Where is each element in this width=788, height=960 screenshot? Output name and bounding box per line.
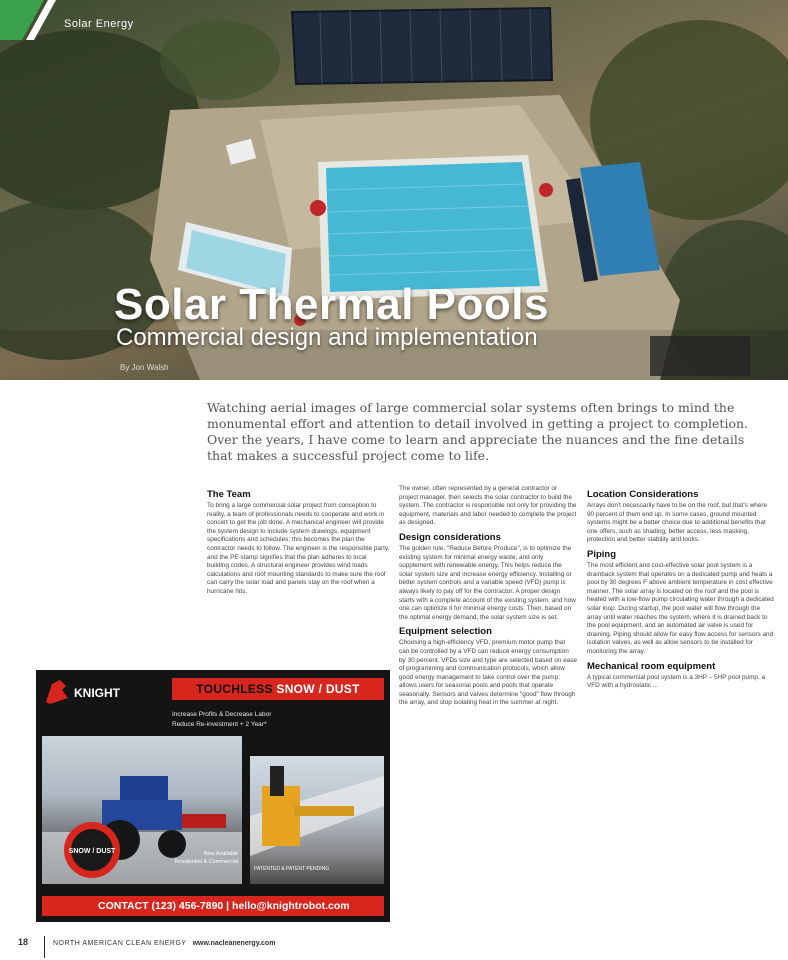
ad-banner-suffix: REMOVAL bbox=[247, 704, 309, 718]
advertisement[interactable] bbox=[36, 670, 390, 922]
article-column-3 bbox=[587, 485, 775, 695]
ad-badge-caption-1: Now Available bbox=[203, 851, 238, 857]
page-title: Solar Thermal Pools bbox=[114, 280, 549, 329]
ad-photo-robot bbox=[250, 756, 384, 884]
cleaning-robot-icon bbox=[250, 756, 384, 884]
paragraph-mechanical: A typical commercial pool system is a 3HP – 5HP pool pump, a VFD with a hydrostatic ... bbox=[587, 673, 766, 690]
badge-text: SNOW / DUST bbox=[68, 848, 116, 855]
paragraph-equipment: Choosing a high-efficiency VFD, premium motor pump that can be controlled by a VFD can reduce energy consumption by 30 percent. VFDs size and type are selected based on ease of programming and communication protocols, which allow good energy management to take control over the pump; allows users for seasonal pools and pools that operate seasonally. Sensors and valves determine "good" flow through the array, and stop isolating heat in the summer at night. bbox=[399, 639, 577, 707]
page-footer bbox=[18, 932, 778, 946]
intro-paragraph: Watching aerial images of large commercial solar systems often brings to mind the monumental effort and attention to detail involved in getting a project to completion. Over the years, I have come to learn and appreciate the nuances and the fine details that makes a successful project come to life. bbox=[207, 400, 748, 463]
heading-piping: Piping bbox=[587, 548, 617, 560]
article-column-1 bbox=[207, 485, 390, 601]
paragraph-location: Arrays don't necessarily have to be on the roof, but that's where 90 percent of them end up. In some cases, ground mounted systems might be a better choice due to additional benefits that one offers, such as shading, better access, less masking, protection and better stability and looks. bbox=[587, 502, 768, 544]
paragraph-owner: The owner, often represented by a general contractor or project manager, then selects the solar contractor to build the system. The contractor is responsible not only for providing the equipment, materials and labor needed to complete the project as designed. bbox=[399, 485, 577, 527]
ad-tagline bbox=[172, 710, 372, 730]
ad-tagline-line-1: Increase Profits & Decrease Labor bbox=[172, 711, 272, 718]
page-number: 18 bbox=[18, 936, 29, 947]
section-label: Solar Energy bbox=[64, 18, 134, 30]
logo-text: KNIGHT bbox=[74, 686, 120, 700]
magazine-name: NORTH AMERICAN CLEAN ENERGY bbox=[53, 939, 187, 947]
ad-badge-caption bbox=[134, 850, 238, 866]
heading-equipment: Equipment selection bbox=[399, 626, 492, 638]
ad-photo-caption: PATENTED & PATENT PENDING bbox=[254, 866, 330, 872]
hero-image bbox=[0, 0, 788, 380]
website-link[interactable]: www.nacleanenergy.com bbox=[192, 939, 276, 947]
heading-design: Design considerations bbox=[399, 531, 501, 543]
heading-team: The Team bbox=[207, 489, 251, 500]
paragraph-team: To bring a large commercial solar project from conception to reality, a team of professionals needs to cooperate and work in concert to get the job done. A mechanical engineer will provide the system design to include system drawings, equipment specifications and schedules; this becomes the plan the contractor needs to follow. The engineer is the responsible party, and the PE stamp signifies that the plan adheres to local building codes. A structural engineer provides wind loads calculations and roof mounting standards to make sure the roof can carry the solar load and panels stay on the roof when a hurricane hits. bbox=[207, 502, 390, 595]
paragraph-piping: The most efficient and cost-effective solar pool system is a drainback system that operates on a dedicated pump and heats a pool by 30 degrees F above ambient temperature in cost effective manner. The solar array is located on the roof and the pool is heated with a low-flow pump circulating water through a dedicated solar loop. During startup, the pool water will flow through the array until water reaches the system, where it is drained back to the pool equipment, and an automated air valve is used for draining. Piping should allow for easy flow access for sensors and isolation valves, as well as allow sensors to be installed for monitoring the array. bbox=[587, 561, 774, 655]
ad-banner-accent: SNOW / DUST bbox=[276, 682, 360, 696]
ad-contact-bar[interactable]: CONTACT (123) 456-7890 | hello@knightrobot.com bbox=[42, 896, 384, 916]
ad-badge-caption-2: Residential & Commercial bbox=[174, 859, 238, 865]
page-subtitle: Commercial design and implementation bbox=[116, 324, 538, 351]
knight-logo-icon bbox=[42, 676, 134, 708]
badge-icon bbox=[62, 820, 122, 880]
ad-banner-prefix: TOUCHLESS bbox=[196, 682, 277, 696]
byline: By Jon Walsh bbox=[120, 363, 169, 372]
heading-location: Location Considerations bbox=[587, 489, 699, 500]
heading-mechanical: Mechanical room equipment bbox=[587, 660, 716, 672]
paragraph-design: The golden rule, "Reduce Before Produce", is to optimize the existing system for minimal energy waste, and only supplement with renewable energy. This helps reduce the solar system size and increase energy efficiency. Installing or better system controls and a variable speed (VFD) pump is always likely to pay off for the contractor. A proper design starts with a complete account of the existing system, and how one can optimize it for minimal energy costs. Then, based on the optimal energy demand, the solar system size is set. bbox=[399, 544, 576, 621]
ad-tagline-line-2: Reduce Re-investment + 2 Year* bbox=[172, 721, 267, 728]
article-column-2 bbox=[399, 485, 577, 712]
footer-divider bbox=[44, 936, 45, 958]
